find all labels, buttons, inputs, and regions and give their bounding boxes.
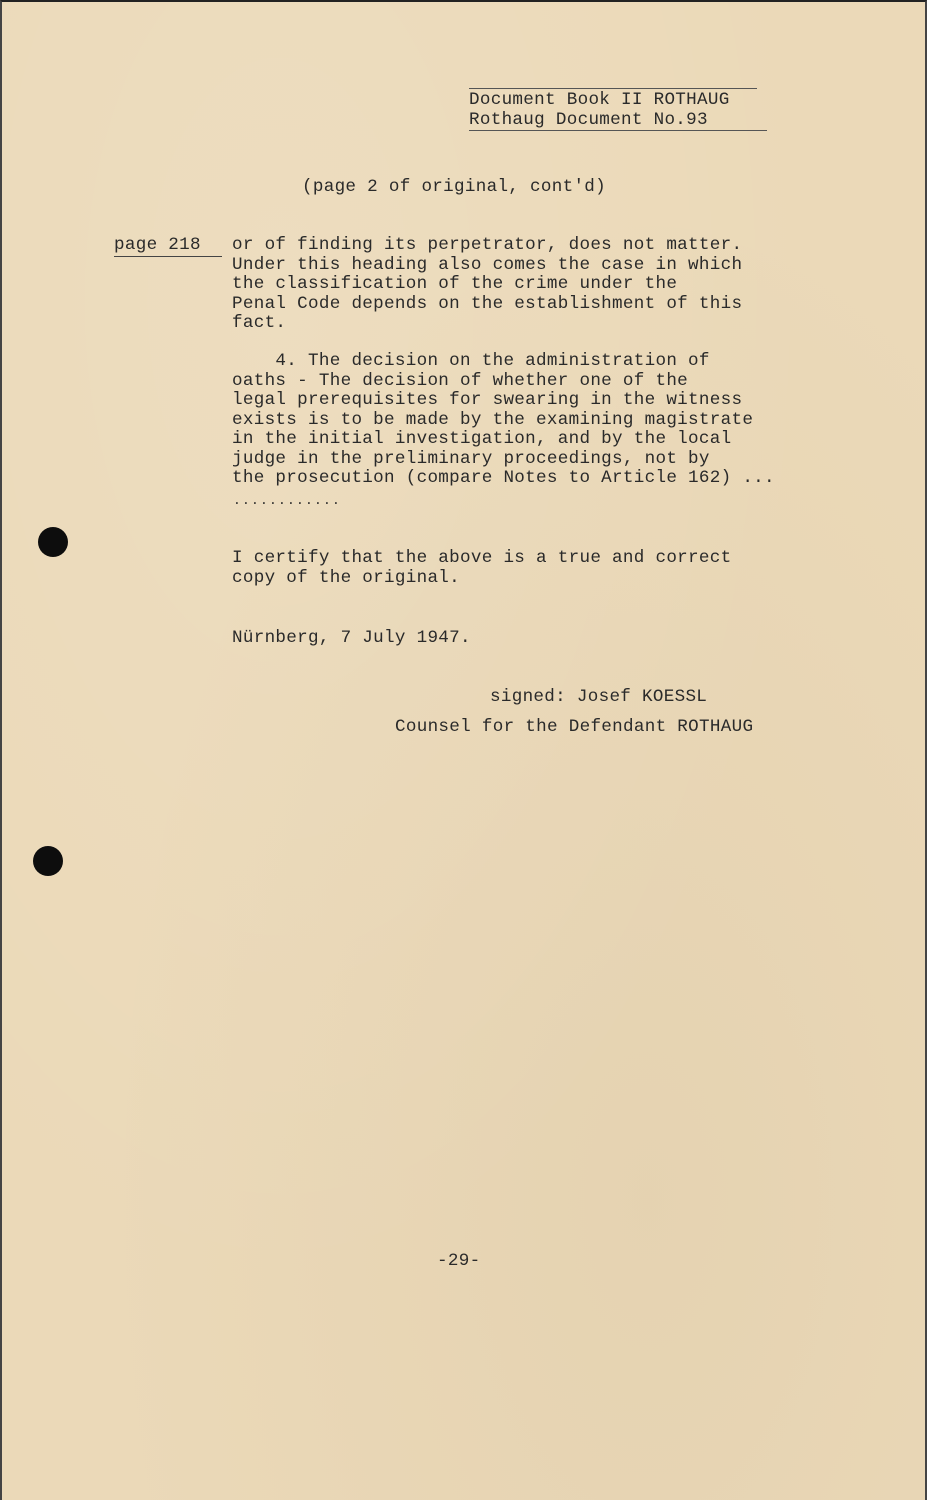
document-book-label: Document Book II ROTHAUG — [469, 90, 730, 110]
punch-hole-icon — [38, 527, 68, 557]
place-and-date: Nürnberg, 7 July 1947. — [232, 628, 471, 648]
ellipsis-dots: ............ — [233, 493, 342, 508]
paragraph-1: or of finding its perpetrator, does not matter. Under this heading also comes the case in which the classification of the crime under the Penal Code depends on the establishment of this fact. — [232, 235, 743, 333]
continuation-note: (page 2 of original, cont'd) — [302, 177, 607, 197]
signatory-title: Counsel for the Defendant ROTHAUG — [395, 717, 754, 737]
page-number: -29- — [437, 1251, 481, 1271]
paragraph-2: 4. The decision on the administration of oaths - The decision of whether one of the legal prerequisites for swearing in the witness exists is to be made by the examining magistrate in the initial investigation, and by the local judge in the preliminary proceedings, not by the prosecution (compare Notes to Article 162) ... — [232, 351, 775, 488]
margin-underline — [114, 256, 222, 257]
signature-line: signed: Josef KOESSL — [490, 687, 708, 707]
punch-hole-icon — [33, 846, 63, 876]
header-top-rule — [469, 88, 757, 89]
document-number-label: Rothaug Document No.93 — [469, 110, 708, 130]
margin-page-reference: page 218 — [114, 235, 201, 255]
header-bottom-rule — [469, 130, 767, 131]
certification-statement: I certify that the above is a true and correct copy of the original. — [232, 548, 732, 588]
